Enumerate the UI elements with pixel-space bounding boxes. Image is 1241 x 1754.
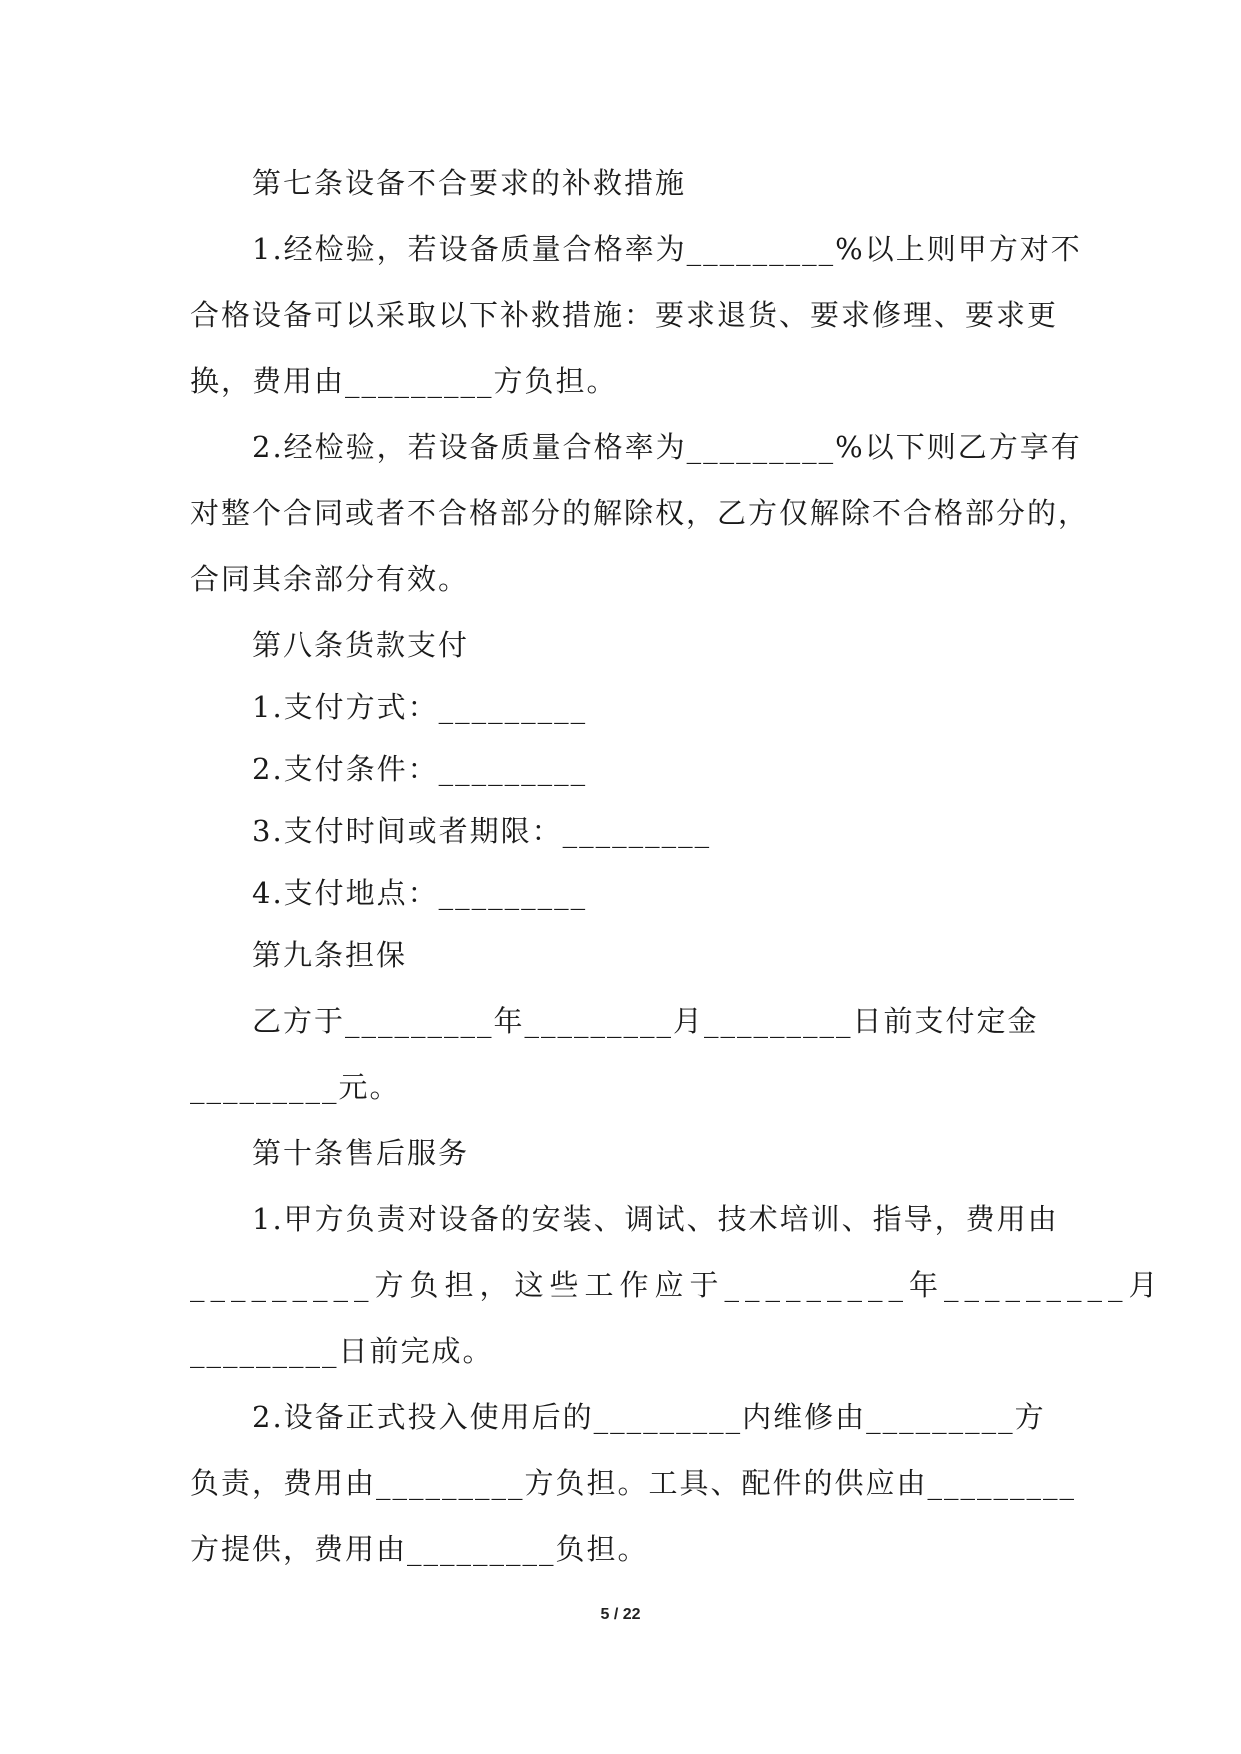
article-10-item-2-line-2: 负责，费用由_________方负担。工具、配件的供应由_________ bbox=[190, 1466, 1077, 1500]
article-10-item-1-line-3: _________日前完成。 bbox=[190, 1334, 494, 1368]
article-10-item-2-line-1: 2.设备正式投入使用后的_________内维修由_________方 bbox=[252, 1400, 1046, 1434]
article-7-item-2-line-2: 对整个合同或者不合格部分的解除权，乙方仅解除不合格部分的， bbox=[190, 496, 1090, 530]
article-7-item-2-line-3: 合同其余部分有效。 bbox=[190, 562, 470, 596]
article-9-text-line-2: _________元。 bbox=[190, 1070, 401, 1104]
article-8-item-4: 4.支付地点：_________ bbox=[252, 876, 588, 910]
article-7-item-1-line-3: 换，费用由_________方负担。 bbox=[190, 364, 618, 398]
article-9-heading: 第九条担保 bbox=[252, 938, 408, 972]
article-8-heading: 第八条货款支付 bbox=[252, 628, 470, 662]
page-number: 5 / 22 bbox=[600, 1606, 641, 1623]
article-9-text-line-1: 乙方于_________年_________月_________日前支付定金 bbox=[252, 1004, 1039, 1038]
article-8-item-2: 2.支付条件：_________ bbox=[252, 752, 588, 786]
article-10-item-1-line-2: _________方负担，这些工作应于_________年_________月 bbox=[190, 1268, 1164, 1302]
article-7-item-1-line-2: 合格设备可以采取以下补救措施：要求退货、要求修理、要求更 bbox=[190, 298, 1059, 332]
article-10-item-2-line-3: 方提供，费用由_________负担。 bbox=[190, 1532, 649, 1566]
article-10-heading: 第十条售后服务 bbox=[252, 1136, 470, 1170]
article-8-item-3: 3.支付时间或者期限：_________ bbox=[252, 814, 712, 848]
article-7-heading: 第七条设备不合要求的补救措施 bbox=[252, 166, 687, 200]
article-7-item-1-line-1: 1.经检验，若设备质量合格率为_________%以上则甲方对不 bbox=[252, 232, 1082, 266]
article-7-item-2-line-1: 2.经检验，若设备质量合格率为_________%以下则乙方享有 bbox=[252, 430, 1082, 464]
article-8-item-1: 1.支付方式：_________ bbox=[252, 690, 588, 724]
article-10-item-1-line-1: 1.甲方负责对设备的安装、调试、技术培训、指导，费用由 bbox=[252, 1202, 1059, 1236]
